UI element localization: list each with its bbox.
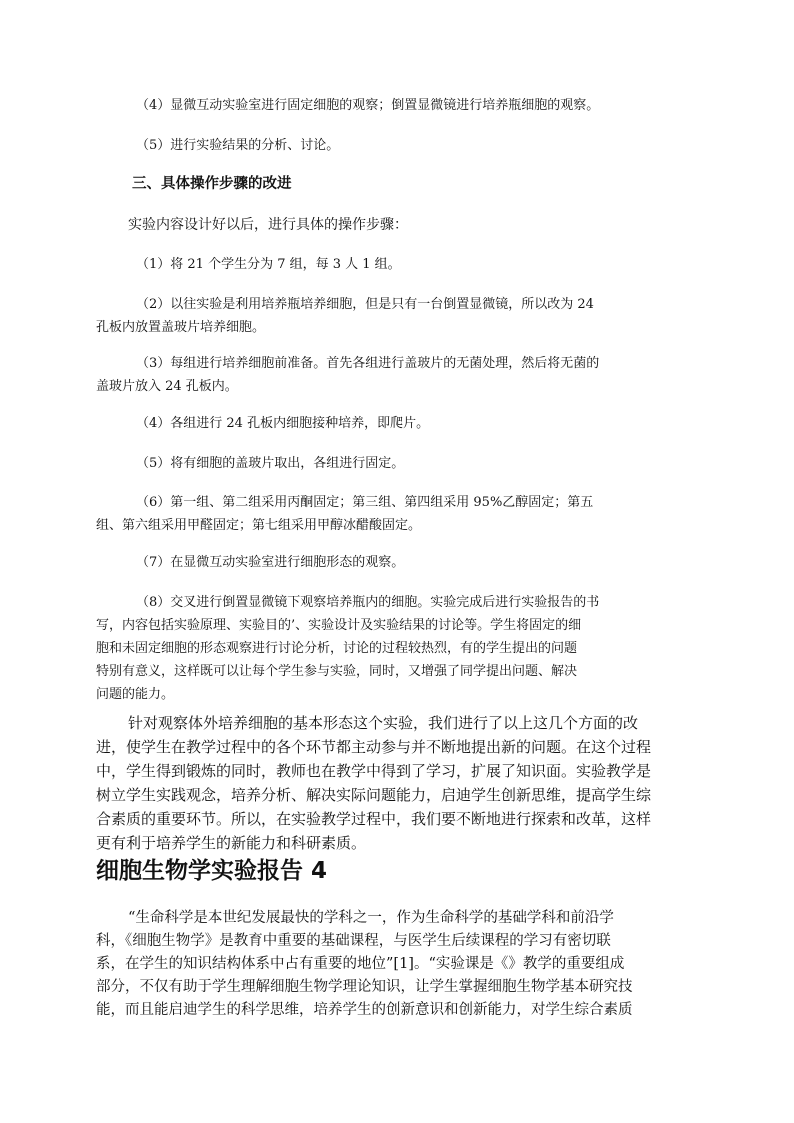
paragraph-intro: 实验内容设计好以后，进行具体的操作步骤： [128, 217, 408, 233]
summary-line-1: 针对观察体外培养细胞的基本形态这个实验，我们进行了以上这几个方面的改 [128, 714, 639, 732]
step-8-line-2: 写，内容包括实验原理、实验目的’、实验设计及实验结果的讨论等。学生将固定的细 [96, 618, 582, 633]
section-heading-improvement: 三、具体操作步骤的改进 [132, 175, 292, 192]
summary-line-4: 树立学生实践观念，培养分析、解决实际问题能力，启迪学生创新思维，提高学生综 [96, 786, 652, 804]
step-8-line-4: 特别有意义，这样既可以让每个学生参与实验，同时，又增强了同学提出问题、解决 [96, 664, 578, 679]
summary-line-3: 中，学生得到锻炼的同时，教师也在教学中得到了学习，扩展了知识面。实验教学是 [96, 762, 652, 780]
step-1: （1）将 21 个学生分为 7 组，每 3 人 1 组。 [136, 257, 401, 272]
step-7: （7）在显微互动实验室进行细胞形态的观察。 [136, 555, 405, 570]
step-8-line-1: （8）交叉进行倒置显微镜下观察培养瓶内的细胞。实验完成后进行实验报告的书 [136, 595, 600, 610]
paragraph-step5-analysis: （5）进行实验结果的分析、讨论。 [136, 138, 340, 153]
report4-line-4: 部分，不仅有助于学生理解细胞生物学理论知识，让学生掌握细胞生物学基本研究技 [96, 979, 633, 995]
report4-line-2: 科，《细胞生物学》是教育中重要的基础课程，与医学生后续课程的学习有密切联 [96, 933, 611, 949]
step-2-line-2: 孔板内放置盖玻片培养细胞。 [96, 320, 266, 335]
step-5: （5）将有细胞的盖玻片取出，各组进行固定。 [136, 456, 405, 471]
step-3-line-1: （3）每组进行培养细胞前准备。首先各组进行盖玻片的无菌处理，然后将无菌的 [136, 356, 600, 371]
step-8-line-3: 胞和未固定细胞的形态观察进行讨论分析，讨论的过程较热烈，有的学生提出的问题 [96, 641, 578, 656]
section-title: 细胞生物学实验报告 4 [96, 858, 328, 884]
step-6-line-2: 组、第六组采用甲醛固定；第七组采用甲醇冰醋酸固定。 [96, 518, 422, 533]
report4-line-5: 能，而且能启迪学生的科学思维，培养学生的创新意识和创新能力，对学生综合素质 [96, 1002, 633, 1018]
step-3-line-2: 盖玻片放入 24 孔板内。 [96, 379, 238, 394]
step-2-line-1: （2）以往实验是利用培养瓶培养细胞，但是只有一台倒置显微镜，所以改为 24 [136, 297, 594, 312]
summary-line-5: 合素质的重要环节。所以，在实验教学过程中，我们要不断地进行探索和改革，这样 [96, 810, 652, 828]
summary-line-6: 更有利于培养学生的新能力和科研素质。 [96, 834, 367, 852]
step-6-line-1: （6）第一组、第二组采用丙酮固定；第三组、第四组采用 95%乙醇固定；第五 [136, 495, 594, 510]
paragraph-step4-observation: （4）显微互动实验室进行固定细胞的观察；倒置显微镜进行培养瓶细胞的观察。 [136, 98, 600, 113]
step-8-line-5: 问题的能力。 [96, 687, 175, 702]
report4-line-1: “生命科学是本世纪发展最快的学科之一，作为生命科学的基础学科和前沿学 [128, 910, 614, 926]
summary-line-2: 进，使学生在教学过程中的各个环节都主动参与并不断地提出新的问题。在这个过程 [96, 738, 652, 756]
report4-line-3: 系，在学生的知识结构体系中占有重要的地位”[1]。“实验课是《》教学的重要组成 [96, 956, 625, 972]
step-4: （4）各组进行 24 孔板内细胞接种培养，即爬片。 [136, 416, 430, 431]
